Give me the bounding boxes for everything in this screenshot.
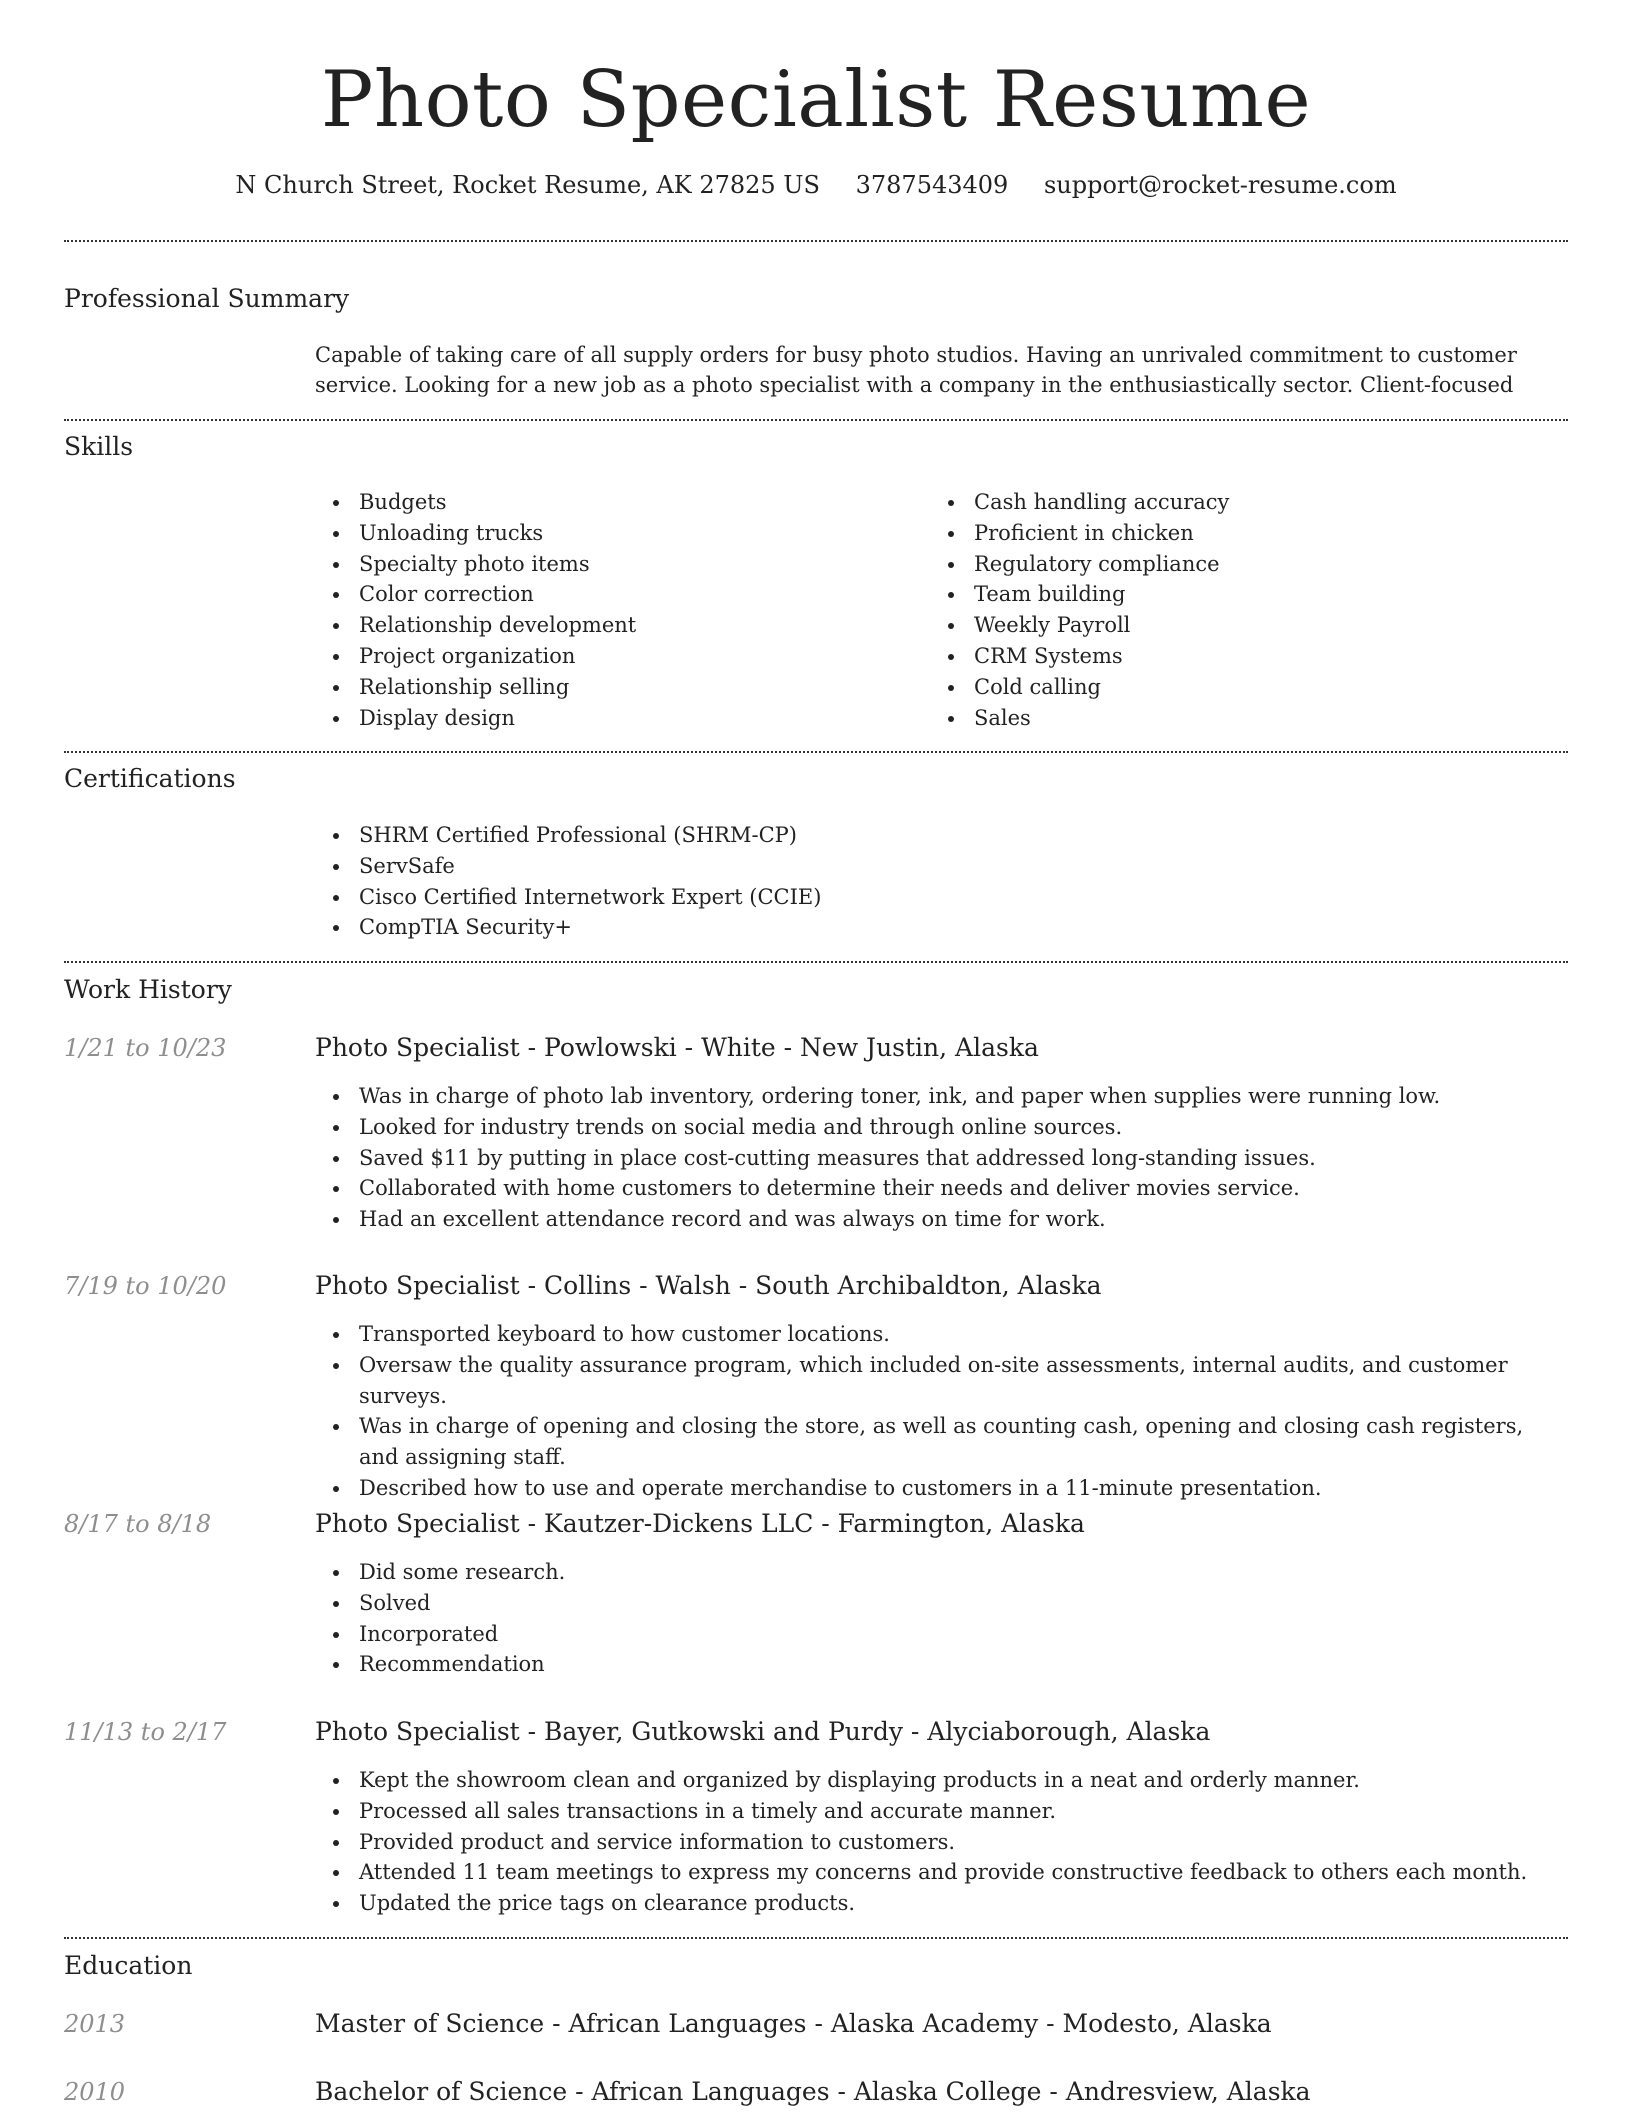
job-duty: Provided product and service information to customers. <box>359 1827 1568 1858</box>
resume-title: Photo Specialist Resume <box>320 55 1312 145</box>
education-degree: Bachelor of Science - African Languages - Alaska College - Andresview, Alaska <box>315 2077 1311 2106</box>
certification-item: SHRM Certified Professional (SHRM-CP) <box>359 820 1568 851</box>
certification-item: Cisco Certified Internetwork Expert (CCIE) <box>359 882 1568 913</box>
skill-item: Team building <box>974 579 1530 610</box>
contact-address: N Church Street, Rocket Resume, AK 27825 US <box>235 171 820 199</box>
job-title: Photo Specialist - Powlowski - White - New Justin, Alaska <box>315 1033 1039 1062</box>
job-duty: Collaborated with home customers to determine their needs and deliver movies service. <box>359 1173 1568 1204</box>
skill-item: Cold calling <box>974 672 1530 703</box>
job-dates: 8/17 to 8/18 <box>64 1510 212 1538</box>
skill-item: Weekly Payroll <box>974 610 1530 641</box>
education-heading: Education <box>64 1951 193 1980</box>
skill-item: Budgets <box>359 487 915 518</box>
summary-heading: Professional Summary <box>64 284 350 313</box>
skill-item: Relationship selling <box>359 672 915 703</box>
divider <box>64 240 1568 242</box>
skills-list <box>315 487 1568 737</box>
job-dates: 7/19 to 10/20 <box>64 1272 227 1300</box>
skill-item: Cash handling accuracy <box>974 487 1530 518</box>
skills-heading: Skills <box>64 432 134 461</box>
job-title: Photo Specialist - Bayer, Gutkowski and Purdy - Alyciaborough, Alaska <box>315 1717 1211 1746</box>
job-duty: Kept the showroom clean and organized by displaying products in a neat and orderly manner. <box>359 1765 1568 1796</box>
resume-page <box>64 0 1568 2106</box>
job-duty: Was in charge of photo lab inventory, ordering toner, ink, and paper when supplies were running low. <box>359 1081 1568 1112</box>
skill-item: CRM Systems <box>974 641 1530 672</box>
skill-item: Display design <box>359 703 915 734</box>
divider <box>64 961 1568 963</box>
job-duties <box>315 1081 1568 1235</box>
job-duty: Solved <box>359 1588 1568 1619</box>
job-dates: 11/13 to 2/17 <box>64 1718 227 1746</box>
contact-line <box>64 168 1568 202</box>
job-duty: Attended 11 team meetings to express my concerns and provide constructive feedback to others each month. <box>359 1857 1568 1888</box>
job-duty: Transported keyboard to how customer locations. <box>359 1319 1568 1350</box>
skill-item: Color correction <box>359 579 915 610</box>
certifications-list <box>315 820 1568 943</box>
education-year: 2013 <box>64 2010 126 2038</box>
contact-email[interactable]: support@rocket-resume.com <box>1043 171 1397 199</box>
job-duty: Did some research. <box>359 1557 1568 1588</box>
certification-item: ServSafe <box>359 851 1568 882</box>
certifications-heading: Certifications <box>64 764 236 793</box>
summary-text: Capable of taking care of all supply orders for busy photo studios. Having an unrivaled commitment to customer service. Looking for a new job as a photo specialist with a company in the enthusiastically sector. Client-focused <box>315 343 1517 397</box>
job-duty: Saved $11 by putting in place cost-cutting measures that addressed long-standing issues. <box>359 1143 1568 1174</box>
job-duty: Updated the price tags on clearance products. <box>359 1888 1568 1919</box>
job-duty: Was in charge of opening and closing the store, as well as counting cash, opening and closing cash registers, and assigning staff. <box>359 1411 1568 1473</box>
skill-item: Proficient in chicken <box>974 518 1530 549</box>
education-degree: Master of Science - African Languages - Alaska Academy - Modesto, Alaska <box>315 2009 1272 2038</box>
divider <box>64 1937 1568 1939</box>
certification-item: CompTIA Security+ <box>359 912 1568 943</box>
skill-item: Sales <box>974 703 1530 734</box>
skill-item: Project organization <box>359 641 915 672</box>
job-title: Photo Specialist - Collins - Walsh - South Archibaldton, Alaska <box>315 1271 1102 1300</box>
job-duty: Oversaw the quality assurance program, which included on-site assessments, internal audits, and customer surveys. <box>359 1350 1568 1412</box>
job-duties <box>315 1319 1568 1504</box>
skill-item: Unloading trucks <box>359 518 915 549</box>
job-duty: Recommendation <box>359 1649 1568 1680</box>
job-duty: Incorporated <box>359 1619 1568 1650</box>
job-title: Photo Specialist - Kautzer-Dickens LLC - Farmington, Alaska <box>315 1509 1085 1538</box>
job-duties <box>315 1557 1568 1680</box>
job-duty: Looked for industry trends on social media and through online sources. <box>359 1112 1568 1143</box>
skill-item: Relationship development <box>359 610 915 641</box>
job-duty: Had an excellent attendance record and was always on time for work. <box>359 1204 1568 1235</box>
skill-item: Regulatory compliance <box>974 549 1530 580</box>
work-history-heading: Work History <box>64 975 232 1004</box>
job-duty: Processed all sales transactions in a timely and accurate manner. <box>359 1796 1568 1827</box>
education-year: 2010 <box>64 2078 126 2106</box>
divider <box>64 419 1568 421</box>
divider <box>64 751 1568 753</box>
skill-item: Specialty photo items <box>359 549 915 580</box>
job-duties <box>315 1765 1568 1919</box>
contact-phone: 3787543409 <box>855 171 1009 199</box>
job-dates: 1/21 to 10/23 <box>64 1034 227 1062</box>
job-duty: Described how to use and operate merchandise to customers in a 11-minute presentation. <box>359 1473 1568 1504</box>
